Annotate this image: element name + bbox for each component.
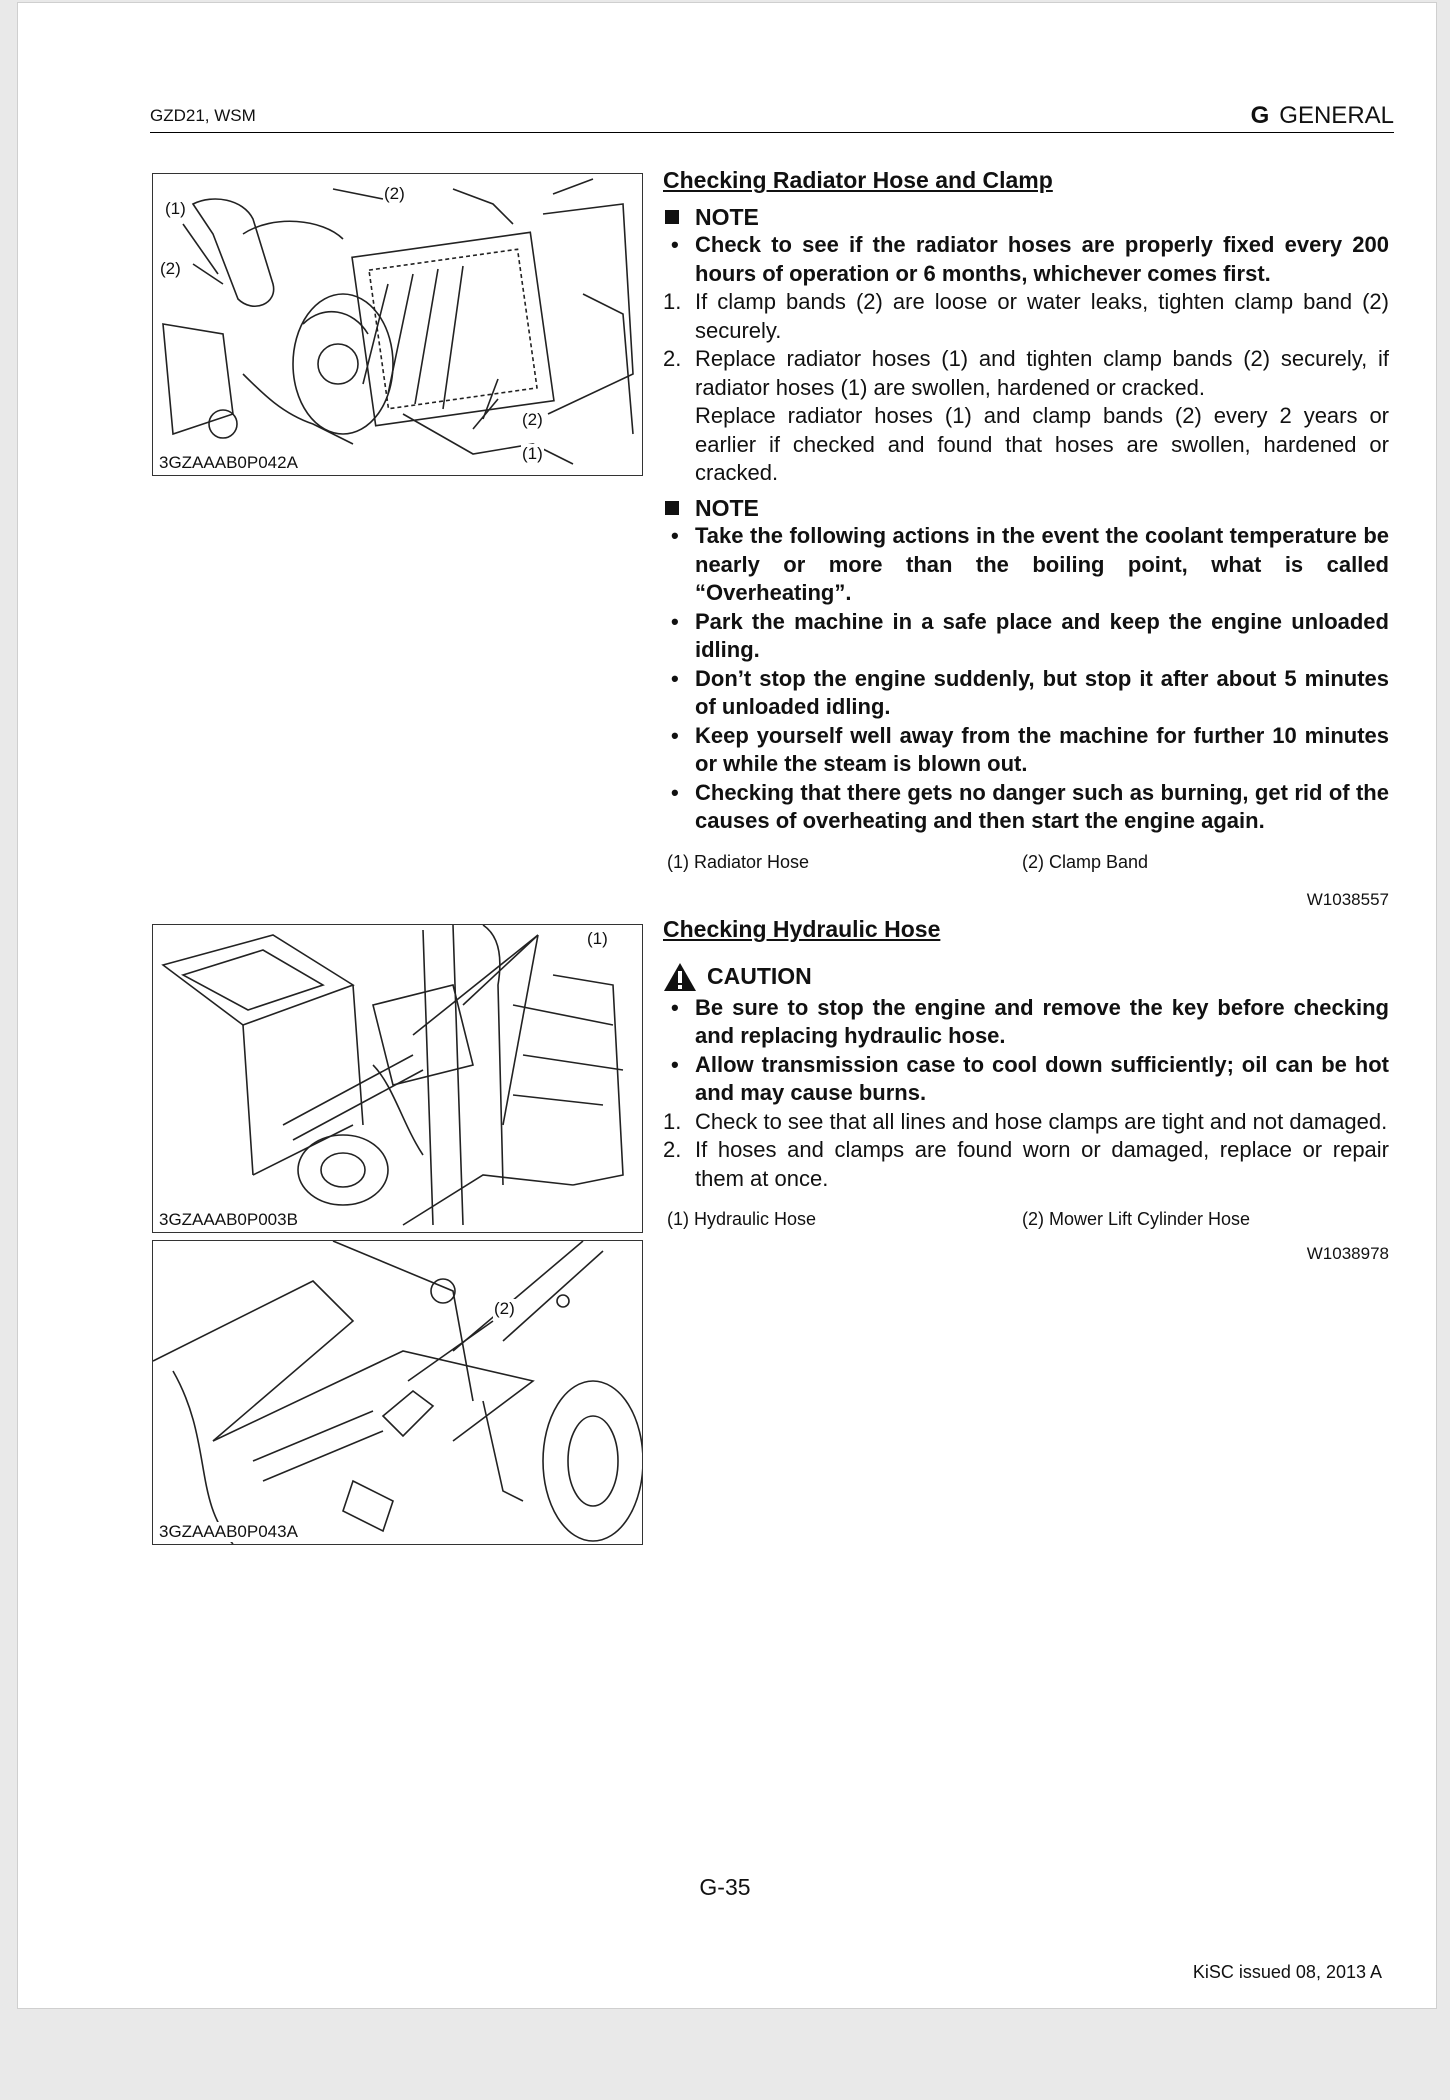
note-bullet: • Take the following actions in the event the coolant temperature be nearly or more than the boiling point, what is called “Overheating”. xyxy=(663,522,1389,608)
procedure-step xyxy=(663,345,1389,488)
figure-code: 3GZAAAB0P042A xyxy=(159,453,298,472)
step-text-continued: Replace radiator hoses (1) and clamp bands (2) every 2 years or earlier if checked and found that hoses are swollen, hardened or cracked. xyxy=(695,403,1389,485)
reference-code: W1038978 xyxy=(1306,1243,1389,1263)
mower-lift-illustration xyxy=(153,1241,642,1544)
caution-label: CAUTION xyxy=(707,963,812,990)
note-bullet: • Check to see if the radiator hoses are properly fixed every 200 hours of operation or 6 months, whichever comes first. xyxy=(663,231,1389,288)
hydraulic-hose-figure xyxy=(152,924,643,1233)
procedure-steps xyxy=(663,1108,1389,1194)
hydraulic-section xyxy=(663,915,1389,1268)
callout-clamp-band: (2) xyxy=(384,184,405,203)
procedure-step xyxy=(663,1108,1389,1137)
hydraulic-illustration xyxy=(153,925,642,1232)
figure-legend xyxy=(663,848,1389,877)
procedure-steps xyxy=(663,288,1389,488)
caution-heading xyxy=(663,962,1389,992)
callout-radiator-hose: (1) xyxy=(522,444,543,463)
note-label: NOTE xyxy=(695,203,759,230)
step-number: 1. xyxy=(663,1108,682,1134)
legend-item: (2) Mower Lift Cylinder Hose xyxy=(1022,1209,1251,1229)
note-square-icon xyxy=(665,210,679,224)
callout-hydraulic-hose: (1) xyxy=(587,929,608,948)
legend-item: (1) Hydraulic Hose xyxy=(667,1209,817,1229)
step-text: If hoses and clamps are found worn or damaged, replace or repair them at once. xyxy=(695,1137,1389,1191)
callout-clamp-band: (2) xyxy=(522,410,543,429)
note-label: NOTE xyxy=(695,494,759,521)
figure-code: 3GZAAAB0P043A xyxy=(159,1522,298,1541)
warning-triangle-icon xyxy=(663,962,697,992)
section-name: GENERAL xyxy=(1279,102,1394,129)
reference-code: W1038557 xyxy=(1306,890,1389,909)
caution-bullet: • Allow transmission case to cool down sufficiently; oil can be hot and may cause burns. xyxy=(663,1051,1389,1108)
note-square-icon xyxy=(665,501,679,515)
procedure-step xyxy=(663,288,1389,345)
radiator-illustration xyxy=(153,174,642,475)
radiator-figure xyxy=(152,173,643,476)
callout-mower-lift-cylinder-hose: (2) xyxy=(494,1299,515,1318)
figure-legend xyxy=(663,1205,1389,1234)
figure-code: 3GZAAAB0P003B xyxy=(159,1210,298,1229)
step-text: Check to see that all lines and hose clamps are tight and not damaged. xyxy=(695,1108,1388,1134)
section-letter: G xyxy=(1250,102,1270,129)
note-heading xyxy=(663,494,1389,523)
step-number: 1. xyxy=(663,289,682,314)
header-rule xyxy=(150,132,1394,133)
note-bullet: • Keep yourself well away from the machine for further 10 minutes or while the steam is blown out. xyxy=(663,722,1389,779)
mower-lift-figure xyxy=(152,1240,643,1545)
document-id: GZD21, WSM xyxy=(150,106,256,125)
legend-item: (2) Clamp Band xyxy=(1022,851,1149,872)
callout-clamp-band: (2) xyxy=(160,259,181,278)
step-number: 2. xyxy=(663,346,682,371)
step-text: Replace radiator hoses (1) and tighten clamp bands (2) securely, if radiator hoses (1) are swollen, hardened or cracked. xyxy=(695,346,1389,400)
note-bullet: • Checking that there gets no danger such as burning, get rid of the causes of overheating and then start the engine again. xyxy=(663,779,1389,836)
procedure-step xyxy=(663,1136,1389,1193)
caution-bullet: • Be sure to stop the engine and remove the key before checking and replacing hydraulic hose. xyxy=(663,994,1389,1051)
legend-item: (1) Radiator Hose xyxy=(667,851,810,872)
note-bullet: • Park the machine in a safe place and keep the engine unloaded idling. xyxy=(663,608,1389,665)
section-title: Checking Hydraulic Hose xyxy=(663,916,941,942)
issue-footer: KiSC issued 08, 2013 A xyxy=(1192,1962,1382,1982)
step-number: 2. xyxy=(663,1137,682,1162)
callout-radiator-hose: (1) xyxy=(165,199,186,218)
note-bullets xyxy=(663,231,1389,288)
radiator-section xyxy=(663,166,1389,915)
section-header xyxy=(1251,102,1394,130)
section-title: Checking Radiator Hose and Clamp xyxy=(663,167,1053,193)
step-text: If clamp bands (2) are loose or water leaks, tighten clamp band (2) securely. xyxy=(695,289,1389,343)
note-bullets xyxy=(663,522,1389,836)
caution-bullets xyxy=(663,994,1389,1108)
note-bullet: • Don’t stop the engine suddenly, but stop it after about 5 minutes of unloaded idling. xyxy=(663,665,1389,722)
page-number: G-35 xyxy=(699,1874,751,1900)
note-heading xyxy=(663,203,1389,232)
